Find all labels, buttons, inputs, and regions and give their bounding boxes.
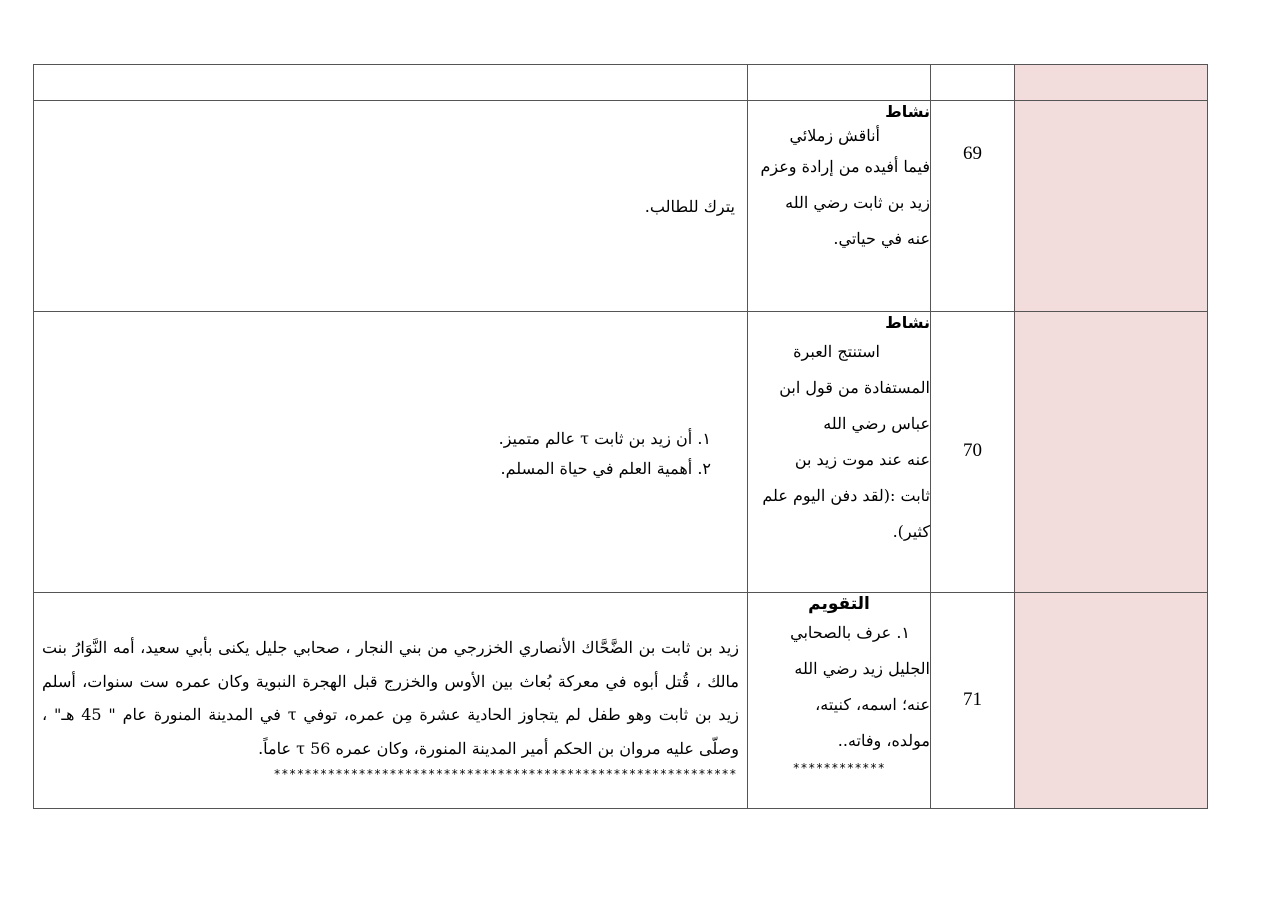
activity-line: كثير). bbox=[892, 522, 930, 541]
activity-cell bbox=[748, 65, 931, 101]
table-row bbox=[34, 65, 1208, 101]
list-item: ١. أن زيد بن ثابت τ عالم متميز. bbox=[498, 429, 711, 448]
number-cell bbox=[931, 593, 1015, 809]
activity-line: عباس رضي الله bbox=[823, 414, 930, 433]
table-row bbox=[34, 593, 1208, 809]
activity-line: مولده، وفاته.. bbox=[837, 731, 930, 750]
answer-text: يترك للطالب. bbox=[644, 197, 735, 216]
activity-line: استنتج العبرة bbox=[793, 342, 880, 361]
activity-line: أناقش زملائي bbox=[789, 126, 880, 145]
answer-cell bbox=[34, 65, 748, 101]
separator-stars: ************ bbox=[792, 761, 886, 775]
activity-cell bbox=[748, 593, 931, 809]
activity-line: المستفادة من قول ابن bbox=[779, 378, 930, 397]
answer-list bbox=[34, 312, 747, 484]
separator-stars: ************************************************************ bbox=[273, 767, 737, 781]
activity-title: نشاط bbox=[885, 313, 930, 332]
table-row bbox=[34, 312, 1208, 593]
table-row bbox=[34, 101, 1208, 312]
activity-line: عنه؛ اسمه، كنيته، bbox=[815, 695, 930, 714]
activity-line: عنه في حياتي. bbox=[833, 229, 930, 248]
answer-paragraph: زيد بن ثابت بن الضَّحَّاك الأنصاري الخزرجي من بني النجار ، صحابي جليل يكنى بأبي سعيد، أمه النَّوَارُ بنت مالك ، قُتل أبوه في معركة بُعاث بين الأوس والخزرج قبل الهجرة النبوية وكان عمره ست سنوات، أسلم زيد بن ثابت وهو طفل لم يتجاوز الحادية عشرة مِن عمره، توفي τ في المدينة المنورة عام " 45 هـ" ، وصلّى عليه مروان بن الحكم أمير المدينة المنورة، وكان عمره τ 56 عاماً. bbox=[42, 638, 740, 758]
number-cell bbox=[931, 65, 1015, 101]
activity-line: زيد بن ثابت رضي الله bbox=[785, 193, 930, 212]
side-cell bbox=[1015, 593, 1208, 809]
side-cell bbox=[1015, 312, 1208, 593]
activity-line: ١. عرف بالصحابي bbox=[790, 623, 910, 642]
activity-line: الجليل زيد رضي الله bbox=[794, 659, 930, 678]
row-number: 71 bbox=[963, 689, 982, 710]
activity-line: فيما أفيده من إرادة وعزم bbox=[760, 157, 930, 176]
row-number: 69 bbox=[963, 143, 982, 164]
lesson-table bbox=[33, 64, 1208, 809]
answer-cell bbox=[34, 593, 748, 809]
side-cell bbox=[1015, 101, 1208, 312]
activity-cell bbox=[748, 312, 931, 593]
activity-cell bbox=[748, 101, 931, 312]
activity-line: عنه عند موت زيد بن bbox=[794, 450, 930, 469]
activity-title: نشاط bbox=[885, 102, 930, 121]
answer-cell bbox=[34, 101, 748, 312]
list-item: ٢. أهمية العلم في حياة المسلم. bbox=[500, 459, 711, 478]
side-cell bbox=[1015, 65, 1208, 101]
row-number: 70 bbox=[963, 440, 982, 461]
activity-line: ثابت :(لقد دفن اليوم علم bbox=[762, 486, 930, 505]
number-cell bbox=[931, 312, 1015, 593]
number-cell bbox=[931, 101, 1015, 312]
activity-title: التقويم bbox=[808, 594, 870, 614]
answer-cell bbox=[34, 312, 748, 593]
